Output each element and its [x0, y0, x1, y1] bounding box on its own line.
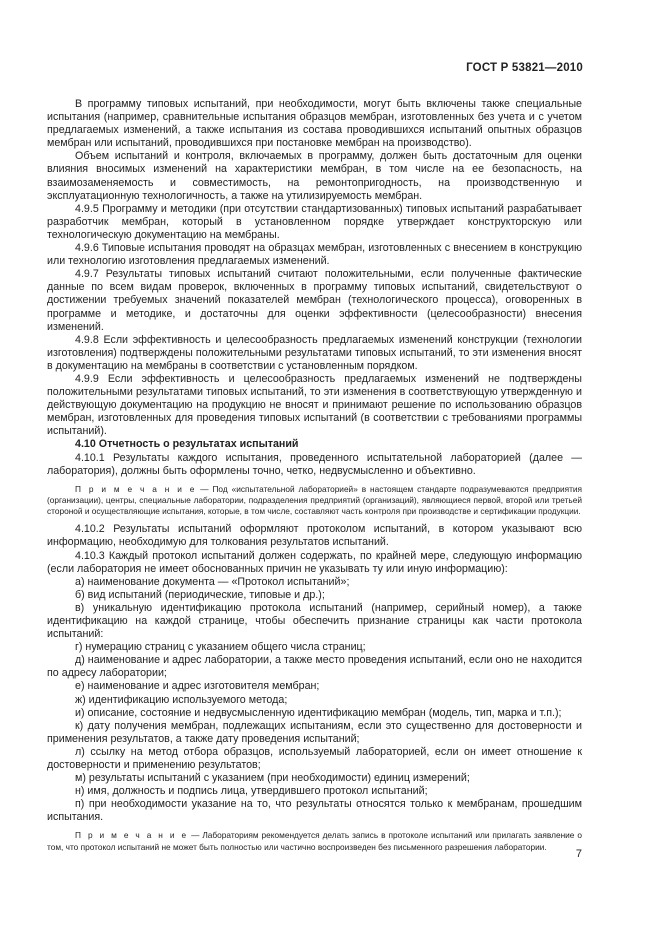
clause-4-10-1: 4.10.1 Результаты каждого испытания, проведенного испытательной лабораторией (далее — лаборатория), должны быть оформлены точно, четко, недвусмысленно и объективно. — [47, 451, 582, 477]
clause-4-9-6: 4.9.6 Типовые испытания проводят на образцах мембран, изготовленных с внесением в конструкцию или технологию изготовления предлагаемых изменений. — [47, 242, 582, 268]
list-item: е) наименование и адрес изготовителя мембран; — [75, 680, 320, 693]
note-text: — Лабораториям рекомендуется делать запись в протоколе испытаний или прилагать заявление о том, что протокол испытаний не может быть полностью или частично воспроизведен без письменного разрешения лаборатории. — [47, 830, 583, 852]
list-item: л) ссылку на метод отбора образцов, используемый лабораторией, если он имеет отношение к достоверности и применению результатов; — [47, 745, 582, 772]
page-body — [47, 98, 582, 859]
clause-4-9-8: 4.9.8 Если эффективность и целесообразность предлагаемых изменений конструкции (технологии изготовления) подтверждены положительными результатами типовых испытаний, то эти изменения вносят в документацию на мембраны в соответствии с установленным порядком. — [47, 333, 582, 372]
list-item: ж) идентификацию используемого метода; — [75, 693, 288, 706]
note-protocol-reproduction — [47, 830, 582, 852]
paragraph-tests-volume: Объем испытаний и контроля, включаемых в программу, должен быть достаточным для оценки влияния вносимых изменений на характеристики мембран, в том числе на ее безопасность, на взаимозаменяемость и совместимость, на ремонтопригодность, на производственную и эксплуатационную технологичность, а также на утилизируемость мембран. — [47, 150, 582, 202]
list-item: в) уникальную идентификацию протокола испытаний (например, серийный номер), а также идентификацию на каждой странице, чтобы обеспечить признание страницы как части протокола испытаний: — [47, 601, 582, 641]
note-label: П р и м е ч а н и е — [75, 483, 197, 494]
list-item: и) описание, состояние и недвусмысленную идентификацию мембран (модель, тип, марка и т.п.); — [75, 706, 562, 719]
list-item: п) при необходимости указание на то, что результаты относятся только к мембранам, прошедшим испытания. — [47, 798, 582, 824]
list-item: н) имя, должность и подпись лица, утвердившего протокол испытаний; — [75, 785, 428, 798]
clause-4-9-7: 4.9.7 Результаты типовых испытаний считают положительными, если полученные фактические данные по всем видам проверок, включенных в программу типовых испытаний, свидетельствуют о достижении требуемых значений показателей мембран (технологического процесса), оговоренных в программе и методике, и достаточны для оценки эффективности (целесообразности) внесения изменений. — [47, 268, 582, 333]
list-item: м) результаты испытаний с указанием (при необходимости) единиц измерений; — [75, 772, 470, 785]
clause-4-10-2: 4.10.2 Результаты испытаний оформляют протоколом испытаний, в котором указывают всю информацию, необходимую для толкования результатов испытаний. — [47, 523, 582, 549]
list-item: а) наименование документа — «Протокол испытаний»; — [75, 575, 350, 588]
clause-4-10-3: 4.10.3 Каждый протокол испытаний должен содержать, по крайней мере, следующую информацию (если лаборатория не имеет обоснованных причин не указывать ту или иную информацию): — [47, 549, 582, 575]
clause-4-9-5: 4.9.5 Программу и методики (при отсутствии стандартизованных) типовых испытаний разрабатывает разработчик мембран, который в установленном порядке утверждает конструкторскую или технологическую документацию на мембраны. — [47, 202, 582, 241]
list-item: г) нумерацию страниц с указанием общего числа страниц; — [75, 641, 366, 654]
list-item: б) вид испытаний (периодические, типовые и др.); — [75, 588, 325, 601]
note-text: — Под «испытательной лабораторией» в настоящем стандарте подразумеваются предприятия (организации), центры, специальные лаборатории, подразделения предприятий (организаций), являющиеся первой, второй или третьей стороной и осуществляющие испытания, которые, в том числе, составляют часть контроля при производстве и сертификации продукции. — [47, 483, 583, 517]
clause-4-9-9: 4.9.9 Если эффективность и целесообразность предлагаемых изменений не подтверждены положительными результатами типовых испытаний, то эти изменения в соответствующую утвержденную и действующую документацию на продукцию не вносят и принимают решение по использованию образцов мембран, изготовленных для проведения типовых испытаний (в соответствии с требованиями программы испытаний). — [47, 372, 582, 438]
list-item: к) дату получения мембран, подлежащих испытаниям, если это существенно для достоверности и применения результатов, а также дату проведения испытаний; — [47, 719, 582, 745]
paragraph-typical-tests-scope: В программу типовых испытаний, при необходимости, могут быть включены также специальные испытания (например, сравнительные испытания образцов мембран, изготовленных без учета и с учетом предлагаемых изменений, а также испытания из состава проводившихся испытаний опытных образцов мембран или испытаний, проводившихся при постановке мембран на производство). — [47, 98, 582, 150]
section-heading-4-10: 4.10 Отчетность о результатах испытаний — [75, 438, 299, 451]
note-label: П р и м е ч а н и е — [75, 830, 189, 841]
note-laboratory-definition — [47, 484, 582, 518]
list-item: д) наименование и адрес лаборатории, а также место проведения испытаний, если оно не находится по адресу лаборатории; — [47, 654, 582, 680]
document-header: ГОСТ Р 53821—2010 — [466, 62, 583, 74]
page-number: 7 — [575, 848, 582, 860]
